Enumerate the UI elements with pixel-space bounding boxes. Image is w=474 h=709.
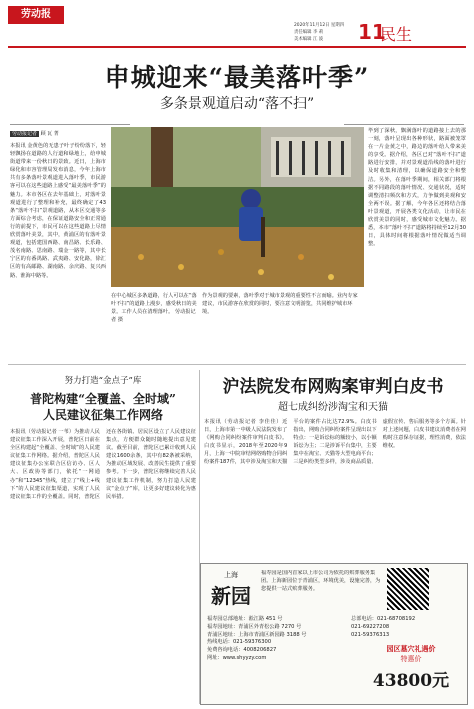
ad-phone-list bbox=[351, 616, 461, 639]
designer-line: 美术编辑 江 波 bbox=[294, 37, 324, 42]
article2-headline-2: 人民建议征集工作网络 bbox=[42, 408, 163, 422]
article1-column-left: 本报讯 金黄色的无患子叶子纷纷落下，轻轻飘扬在道路的人行道和绿地上，给申城街道带来一份秋日的景致。近日，上海市绿化和市容管理局发布消息，今年上海市共有多条落叶景观道进入落叶季，市民游客可以在这些道路上感受“最美落叶季”的魅力。本市各区在去年基础上，对落叶景观道进行了整理和补充，最终确定了43条“落叶不扫”景观道路，从本区交通等多方面综合考虑，在保证道路安全和正常通行的前提下，市民可以在这些道路上尽情欣赏落叶美景，其中，黄浦区的有落叶景观道，包括建国西路、南昌路、长乐路、茂名南路、思南路、瑞金一路等，其中长宁区的有番禺路、武夷路、安化路，徐汇区的有高邮路、湖南路、余庆路、复兴西路、淮海中路等。 bbox=[10, 143, 106, 279]
ad-intro: 福寿园是国内首家以上市公司为依托的殡葬服务集团。上海新园位于青浦区，环境优美，设施完善，为您提供一站式殡葬服务。 bbox=[261, 570, 381, 592]
photo-caption: 在中心城区多条道路，行人可以在“落叶不扫”的道路上漫步，感受秋日的美景。工作人员在清理落叶。 劳动报记者 摄 bbox=[111, 293, 197, 324]
header-rule bbox=[8, 46, 466, 48]
page-number: 11 bbox=[358, 20, 386, 44]
byline-name: 顾 瓦 菁 bbox=[40, 131, 59, 137]
subhead-rule-right bbox=[344, 124, 464, 125]
photo-illustration bbox=[111, 127, 364, 287]
ad-contact-list bbox=[207, 616, 357, 663]
section-divider bbox=[8, 364, 466, 365]
article1-column-right: 毕到了深秋，飘满落叶的道路接上去的那一刻，落叶呈现出各种形状，路面被笼罩在一片金黄之中，路边的落叶给人带来美的享受。据介绍，各区已对“落叶不扫”道路进行安排，并对景观道沿线的落叶进行及时收集和清理，以确保道路安全和整洁。另外，在落叶季期间，相关部门将根据不同路段的落叶情况、交通状况，适时调整清扫频次和方式，力争做到美观和安全两不误。据了解，今年各区还将结合落叶景观道，开展各类文化活动，让市民在欣赏美景的同时，感受城市文化魅力。据悉，本市“落叶不扫”道路将持续至12月30日，具体时间将根据落叶情况做适当调整。 bbox=[368, 128, 466, 248]
ad-promo-line: 园区墓穴礼遇价 bbox=[386, 644, 436, 653]
ad-price: 43800元 bbox=[372, 671, 450, 691]
ad-brand: 新园 bbox=[211, 584, 251, 608]
article2-headline: 普陀构建“全覆盖、全时域” bbox=[30, 392, 176, 406]
ad-brand-block bbox=[205, 570, 257, 610]
article1-subhead: 多条景观道启动“落不扫” bbox=[159, 96, 315, 112]
ad-website: 网址：www.shyyzy.com bbox=[207, 654, 267, 661]
masthead-logo: 劳动报 bbox=[8, 6, 64, 24]
section-title: 民生 bbox=[380, 25, 413, 44]
ad-promo-sub: 特惠价 bbox=[400, 655, 422, 663]
editor-line: 责任编辑 李 莉 bbox=[294, 30, 324, 35]
byline-tag: 劳动报记者 bbox=[12, 131, 38, 137]
article1-headline: 申城迎来“最美落叶季” bbox=[104, 63, 370, 92]
photo-caption-2: 作为景观的要素，落叶季对于城市景观的重要性不言而喻。业内专家建议，市民游客在欣赏的同时，要注意文明游览，共同维护城市环境。 bbox=[202, 293, 358, 316]
ad-phone: 021-59376313 bbox=[351, 631, 390, 638]
article3-headline: 沪法院发布网购案审判白皮书 bbox=[222, 377, 444, 397]
article2-kicker: 努力打造“金点子”库 bbox=[64, 376, 142, 386]
article1-byline bbox=[10, 130, 59, 137]
advertisement bbox=[200, 563, 468, 705]
qr-code-icon bbox=[387, 568, 429, 610]
subhead-rule-left bbox=[10, 124, 130, 125]
ad-line: 热线电话：021-59376300 bbox=[207, 639, 272, 646]
ad-phone: 021-69227208 bbox=[351, 623, 390, 630]
ad-line: 福寿园地址：青浦区外青松公路 7270 号 bbox=[207, 623, 302, 630]
article3-subhead: 超七成纠纷涉淘宝和天猫 bbox=[278, 402, 388, 413]
ad-brand-prefix: 上海 bbox=[224, 571, 238, 579]
ad-line: 福寿园总部地址：淞江路 451 号 bbox=[207, 616, 283, 622]
ad-line: 青浦区地址：上海市青浦区新园路 3188 号 bbox=[207, 631, 307, 638]
article2-body: 本报讯（劳动报记者 一苇）为推动人民建议征集工作深入开展，普陀区日前在全区构建起“全覆盖、全时域”的人民建议征集工作网络。据介绍，普陀区人民建议征集办公室联合区信访办、区人大、区政协等部门，依托“一网通办”和“12345”热线，建立了“线上+线下”的人民建议征集渠道，实现了人民建议征集工作的全覆盖。同时，普陀区还在各街镇、居民区设立了人民建议征集点，方便群众随时随地提出意见建议。截至目前，普陀区已累计收到人民建议1600余条，其中有82条被采纳，为推动区域发展、改善民生提供了重要参考。下一步，普陀区将继续完善人民建议征集工作机制，努力打造人民建议“金点子”库，让更多好建议转化为惠民举措。 bbox=[10, 429, 196, 500]
article1-photo bbox=[111, 127, 364, 287]
ad-line: 免费咨询电话：4008206827 bbox=[207, 647, 277, 654]
ad-promo bbox=[361, 644, 461, 698]
ad-phone: 总部电话：021-68708192 bbox=[351, 616, 416, 622]
article3-body: 本报讯（劳动报记者 李佳佳）近日，上海市第一中级人民法院发布了《网购合同纠纷案件审判白皮书》。白皮书显示，2018年至2020年9月，上海一中院审结网络购物合同纠纷案件187件，其中涉及淘宝和天猫平台的案件占比达72.9%。白皮书指出，网购合同纠纷案件呈现出以下特点：一是诉讼标的额较小，以小额诉讼为主；二是涉诉平台集中，主要集中在淘宝、天猫等大型电商平台；三是纠纷类型多样，涉及商品质量、虚假宣传、售后服务等多个方面。针对上述问题，白皮书建议消费者在网购时注意保存证据，理性消费，依法维权。 bbox=[204, 419, 466, 466]
date-line: 2020年11月12日 星期四 bbox=[294, 23, 345, 28]
